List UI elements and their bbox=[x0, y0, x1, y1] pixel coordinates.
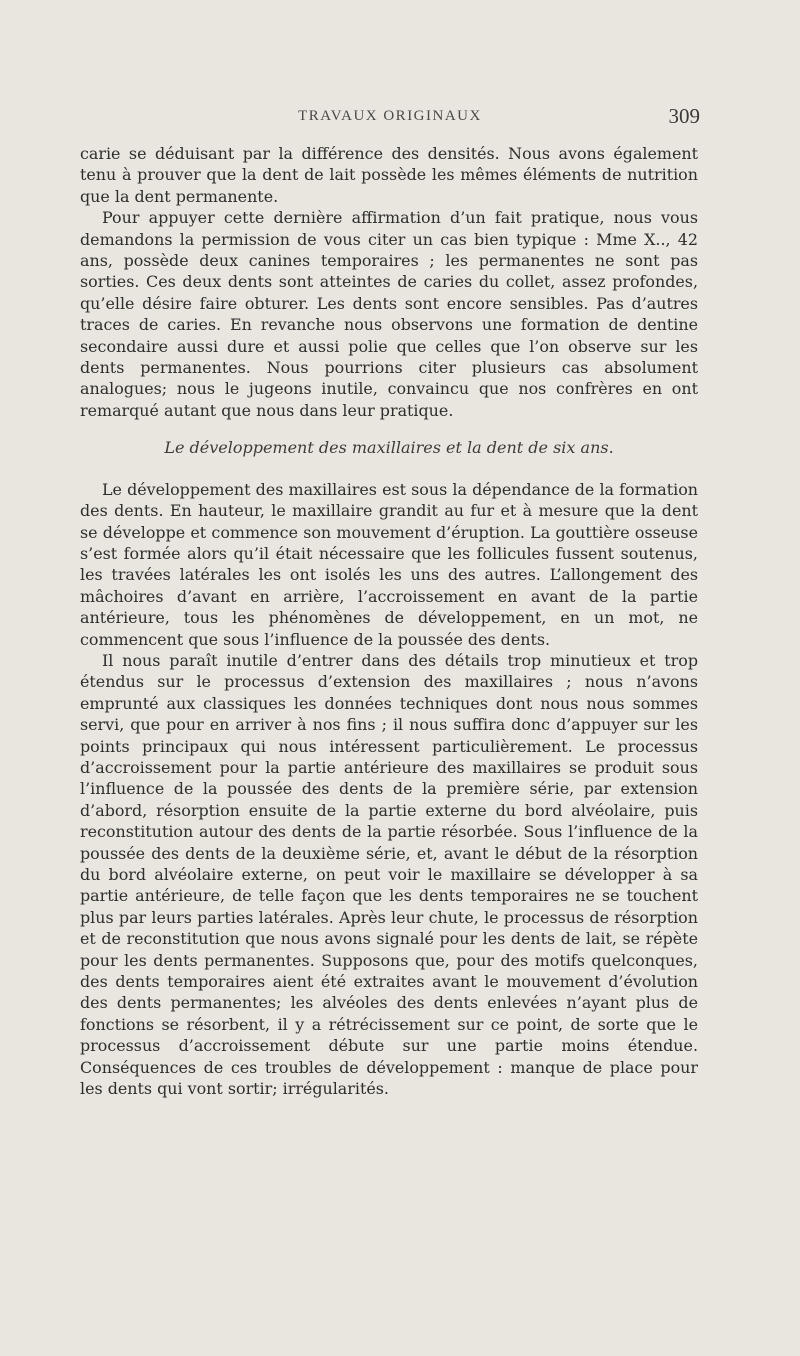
body-text bbox=[80, 143, 698, 1099]
section-title: Le développement des maxillaires et la dent de six ans. bbox=[164, 438, 614, 458]
paragraph-case-example: Pour appuyer cette dernière affirmation d’un fait pratique, nous vous demandons la permission de vous citer un cas bien typique : Mme X.., 42 ans, possède deux canines temporaires ; les permanentes ne sont pas sorties. Ces deux dents sont atteintes de caries du collet, assez profondes, qu’elle désire faire obturer. Les dents sont encore sensibles. Pas d’autres traces de caries. En revanche nous observons une formation de dentine secondaire aussi dure et aussi polie que celles que l’on observe sur les dents permanentes. Nous pourrions citer plusieurs cas absolument analogues; nous le jugeons inutile, convaincu que nos confrères en ont remarqué autant que nous dans leur pratique. bbox=[80, 208, 698, 420]
running-head-title: TRAVAUX ORIGINAUX bbox=[298, 108, 482, 124]
paragraph-continuation: carie se déduisant par la différence des densités. Nous avons également tenu à prouver que la dent de lait possède les mêmes éléments de nutrition que la dent permanente. bbox=[80, 144, 698, 206]
running-head bbox=[80, 104, 700, 134]
paragraph-extension-process: Il nous paraît inutile d’entrer dans des détails trop minutieux et trop étendus sur le processus d’extension des maxillaires ; nous n’avons emprunté aux classiques les données techniques dont nous nous sommes servi, que pour en arriver à nos fins ; il nous suffira donc d’appuyer sur les points principaux qui nous intéressent particulièrement. Le processus d’accroissement pour la partie antérieure des maxillaires se produit sous l’influence de la poussée des dents de la première série, par extension d’abord, résorption ensuite de la partie externe du bord alvéolaire, puis reconstitution autour des dents de la partie résorbée. Sous l’influence de la poussée des dents de la deuxième série, et, avant le début de la résorption du bord alvéolaire externe, on peut voir le maxillaire se développer à sa partie antérieure, de telle façon que les dents temporaires ne se touchent plus par leurs parties latérales. Après leur chute, le processus de résorption et de reconstitution que nous avons signalé pour les dents de lait, se répète pour les dents permanentes. Supposons que, pour des motifs quelconques, des dents temporaires aient été extraites avant le mouvement d’évolution des dents permanentes; les alvéoles des dents enlevées n’ayant plus de fonctions se résorbent, il y a rétrécissement sur ce point, de sorte que le processus d’accroissement débute sur une partie moins étendue. Conséquences de ces troubles de développement : manque de place pour les dents qui vont sortir; irrégularités. bbox=[80, 650, 698, 1099]
paragraph-maxillary-development: Le développement des maxillaires est sous la dépendance de la formation des dents. En hauteur, le maxillaire grandit au fur et à mesure que la dent se développe et commence son mouvement d’éruption. La gouttière osseuse s’est formée alors qu’il était nécessaire que les follicules fussent soutenus, les travées latérales les ont isolés les uns des autres. L’allongement des mâchoires d’avant en arrière, l’accroissement en avant de la partie antérieure, tous les phénomènes de développement, en un mot, ne commencent que sous l’influence de la poussée des dents. bbox=[80, 479, 698, 649]
page-number: 309 bbox=[668, 104, 700, 128]
